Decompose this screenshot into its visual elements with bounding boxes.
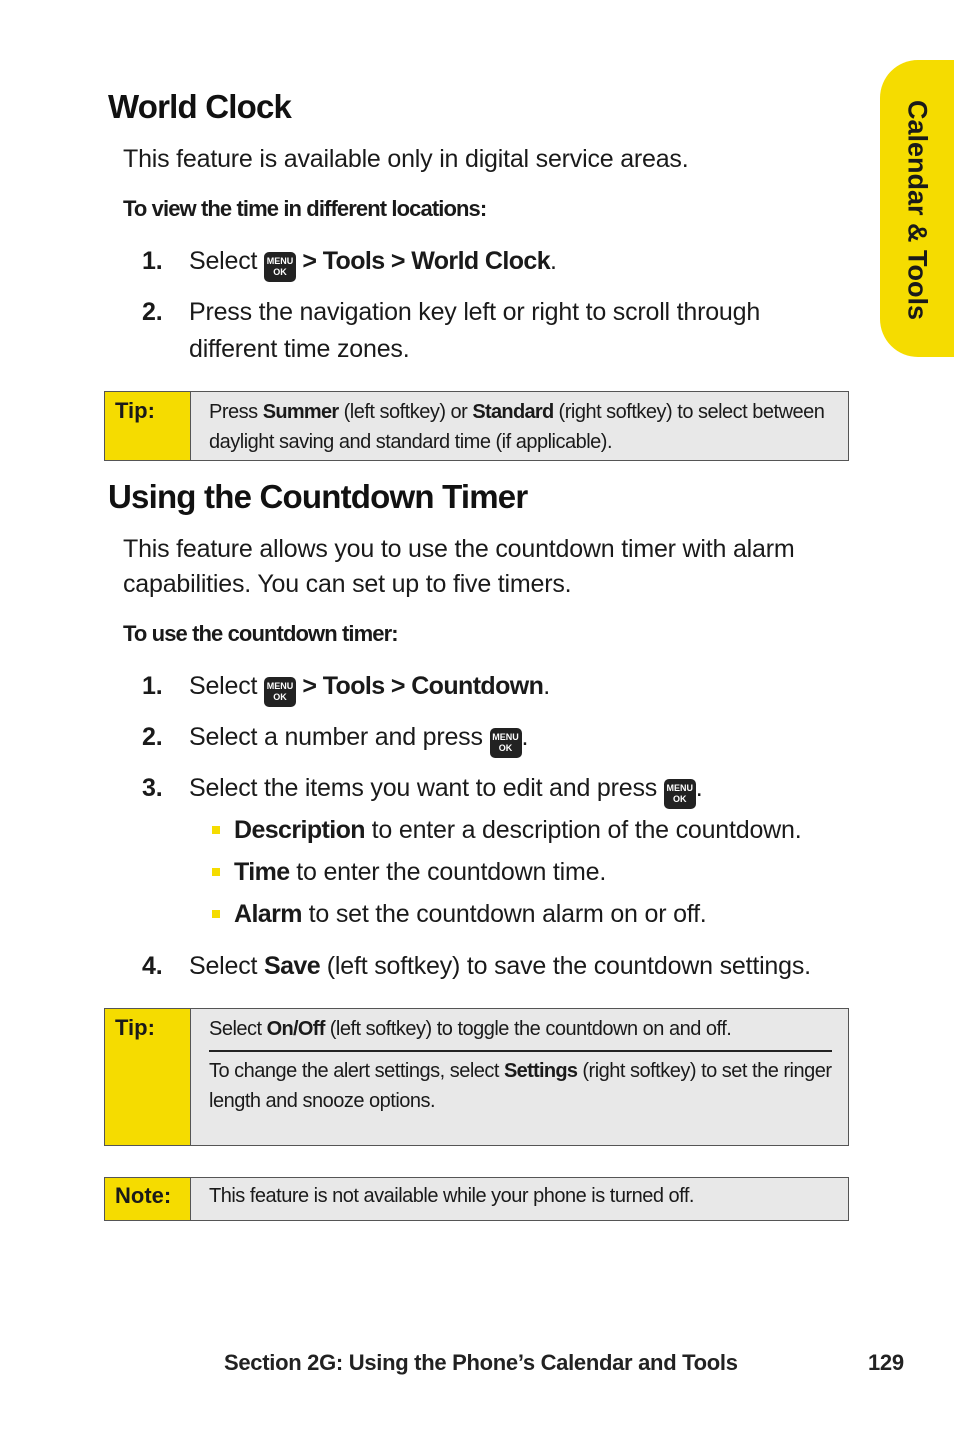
countdown-tip-box xyxy=(104,1008,849,1146)
bullet-square-icon xyxy=(212,826,220,834)
tip-text: Press Summer (left softkey) or Standard (right softkey) to select between daylight saving and standard time (if applicable). xyxy=(209,401,825,453)
bullet-alarm: Alarm to set the countdown alarm on or off. xyxy=(212,897,707,932)
side-tab xyxy=(880,60,954,357)
world-clock-lead: To view the time in different locations: xyxy=(123,196,487,221)
menu-ok-key-icon: MENU OK xyxy=(264,252,296,282)
tip-divider xyxy=(209,1050,832,1052)
tip-label: Tip: xyxy=(105,392,191,460)
page-number: 129 xyxy=(868,1350,904,1375)
tip-paragraph-1: Select On/Off (left softkey) to toggle the countdown on and off. xyxy=(209,1018,732,1040)
tip-paragraph-2: To change the alert settings, select Settings (right softkey) to set the ringer length and snooze options. xyxy=(209,1060,832,1112)
note-text: This feature is not available while your phone is turned off. xyxy=(209,1185,694,1207)
side-tab-label: Calendar & Tools xyxy=(902,99,933,321)
menu-ok-key-icon: MENU OK xyxy=(490,728,522,758)
bullet-time: Time to enter the countdown time. xyxy=(212,855,606,890)
countdown-intro: This feature allows you to use the countdown timer with alarm capabilities. You can set up to five timers. xyxy=(123,535,795,598)
footer-section: Section 2G: Using the Phone’s Calendar and Tools xyxy=(224,1350,738,1375)
tip-label: Tip: xyxy=(105,1009,191,1145)
countdown-note-box xyxy=(104,1177,849,1221)
countdown-lead: To use the countdown timer: xyxy=(123,621,398,646)
world-clock-tip-box xyxy=(104,391,849,461)
menu-ok-key-icon: MENU OK xyxy=(664,779,696,809)
bullet-description: Description to enter a description of the countdown. xyxy=(212,813,801,848)
menu-ok-key-icon: MENU OK xyxy=(264,677,296,707)
note-label: Note: xyxy=(105,1178,191,1220)
bullet-square-icon xyxy=(212,868,220,876)
tip-text xyxy=(209,1014,832,1116)
world-clock-title: World Clock xyxy=(108,88,292,125)
countdown-title: Using the Countdown Timer xyxy=(108,478,528,515)
world-clock-intro: This feature is available only in digital service areas. xyxy=(123,145,689,173)
bullet-square-icon xyxy=(212,910,220,918)
